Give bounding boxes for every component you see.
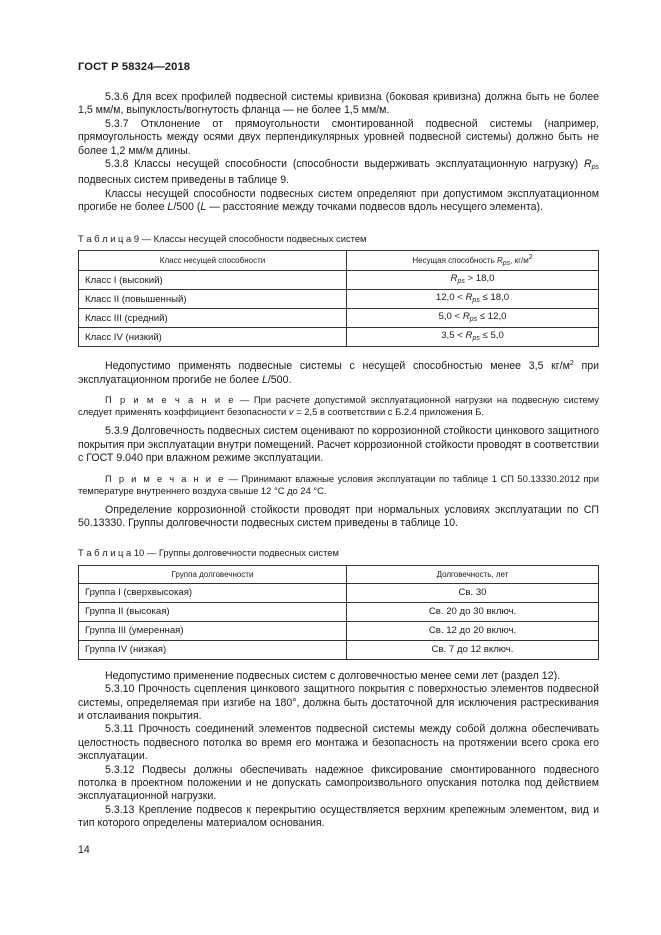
column-header-class: Класс несущей способности: [79, 251, 347, 271]
table-row: [79, 602, 599, 621]
column-header-durability: Долговечность, лет: [347, 565, 599, 583]
group-cell: Группа III (умеренная): [79, 621, 347, 640]
table-10: [78, 565, 599, 660]
page-content: [78, 91, 599, 831]
table-9: [78, 250, 599, 347]
column-header-capacity: Несущая способность $R_{ps}$, $кг/м^2$: [347, 251, 599, 271]
class-cell: Класс II (повышенный): [79, 290, 347, 309]
durability-cell: Св. 30: [347, 583, 599, 602]
table-row: [79, 583, 599, 602]
capacity-cell: $R_{ps} > 18,0$: [347, 271, 599, 290]
clause-5-3-6: 5.3.6 Для всех профилей подвесной системы кривизна (боковая кривизна) должна быть не более 1,5 мм/м, выпуклость/вогнутость фланца — не более 1,5 мм/м.: [78, 91, 599, 117]
class-cell: Класс I (высокий): [79, 271, 347, 290]
capacity-cell: $12,0 < R_{ps} \le 18,0$: [347, 290, 599, 309]
group-cell: Группа II (высокая): [79, 602, 347, 621]
class-cell: Класс III (средний): [79, 309, 347, 328]
corrosion-determination: Определение коррозионной стойкости проводят при нормальных условиях эксплуатации по СП 50.13330. Группы долговечности подвесных систем приведены в таблице 10.: [78, 503, 599, 529]
note-safety-factor: П р и м е ч а н и е — При расчете допустимой эксплуатационной нагрузки на подвесную систему следует применять коэффициент безопасности v = 2,5 в соответствии с Б.2.4 приложения Б.: [78, 394, 599, 418]
durability-cell: Св. 7 до 12 включ.: [347, 640, 599, 659]
group-cell: Группа IV (низкая): [79, 640, 347, 659]
table-row: [79, 271, 599, 290]
table-row: [79, 328, 599, 347]
table-row: [79, 290, 599, 309]
clause-5-3-12: 5.3.12 Подвесы должны обеспечивать надежное фиксирование смонтированного подвесного потолка в проектном положении и не допускать самопроизвольного опускания потолка под действием эксплуатационной нагрузки.: [78, 763, 599, 803]
table-row: [79, 640, 599, 659]
page-number: 14: [78, 844, 90, 856]
table-header-row: [79, 251, 599, 271]
clause-5-3-13: 5.3.13 Крепление подвесов к перекрытию осуществляется верхним крепежным элементом, вид и тип которого определены материалом основания.: [78, 803, 599, 830]
table-9-caption: Т а б л и ц а 9 — Классы несущей способности подвесных систем: [78, 232, 367, 244]
table-header-row: [79, 565, 599, 583]
capacity-cell: $5,0 < R_{ps} \le 12,0$: [347, 309, 599, 328]
min-durability-statement: Недопустимо применение подвесных систем с долговечностью менее семи лет (раздел 12).: [105, 669, 561, 682]
table-10-caption: Т а б л и ц а 10 — Группы долговечности подвесных систем: [78, 547, 339, 559]
note-humid-conditions: П р и м е ч а н и е — Принимают влажные условия эксплуатации по таблице 1 СП 50.13330.2012 при температуре внутреннего воздуха свыше 12 °С до 24 °С.: [78, 472, 599, 496]
durability-cell: Св. 20 до 30 включ.: [347, 602, 599, 621]
capacity-cell: $3,5 < R_{ps} \le 5,0$: [347, 328, 599, 347]
clause-5-3-8: 5.3.8 Классы несущей способности (способности выдерживать эксплуатационную нагрузку) $R_{ps}$ подвесных систем приведены в таблице 9.: [78, 158, 599, 187]
min-capacity-statement: Недопустимо применять подвесные системы с несущей способностью менее 3,5 $кг/м^2$ при эксплуатационном прогибе не более L/500.: [78, 360, 599, 386]
clause-5-3-7: 5.3.7 Отклонение от прямоугольности смонтированной подвесной системы (например, прямоугольность между осями двух перпендикулярных уровней подвесной системы) должно быть не более 1,2 мм/м длины.: [78, 117, 599, 157]
clause-5-3-8-deflection: Классы несущей способности подвесных систем определяют при допустимом эксплуатационном прогибе не более L/500 (L — расстояние между точками подвесов вдоль несущего элемента).: [78, 187, 599, 214]
clause-5-3-10: 5.3.10 Прочность сцепления цинкового защитного покрытия с поверхностью элементов подвесной системы, определяемая при изгибе на 180°, должна быть достаточной для исключения растрескивания и отслаивания покрытия.: [78, 683, 599, 722]
group-cell: Группа I (сверхвысокая): [79, 583, 347, 602]
document-header: ГОСТ Р 58324—2018: [78, 61, 191, 73]
column-header-group: Группа долговечности: [79, 565, 347, 583]
clause-5-3-11: 5.3.11 Прочность соединений элементов подвесной системы между собой должна обеспечивать целостность подвесного потолка во время его монтажа и безопасность на протяжении всего срока его эксплуатации.: [78, 723, 599, 763]
table-row: [79, 309, 599, 328]
durability-cell: Св. 12 до 20 включ.: [347, 621, 599, 640]
clause-5-3-9: 5.3.9 Долговечность подвесных систем оценивают по коррозионной стойкости цинкового защитного покрытия при эксплуатации внутри помещений. Расчет коррозионной стойкости проводят в соответствии с ГОСТ 9.040 при влажном режиме эксплуатации.: [78, 425, 599, 465]
class-cell: Класс IV (низкий): [79, 328, 347, 347]
table-row: [79, 621, 599, 640]
